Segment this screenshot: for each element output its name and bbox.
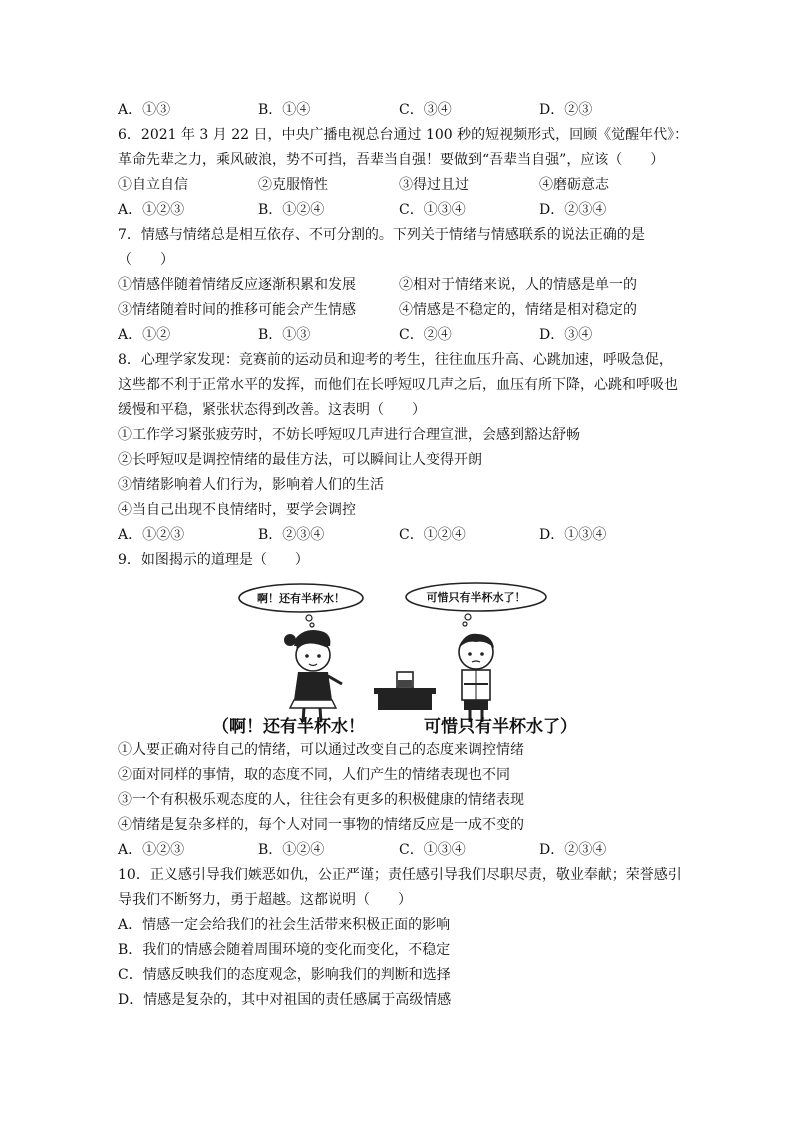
q6-statements [118, 175, 678, 195]
q7-statement-4: ④情感是不稳定的，情绪是相对稳定的 [399, 302, 637, 318]
q7-statements-row-1 [118, 275, 678, 295]
q7-option-d[interactable]: D．③④ [539, 327, 593, 343]
q5-option-d[interactable]: D．②③ [539, 102, 593, 118]
q7-option-c[interactable]: C．②④ [399, 327, 452, 343]
q10-stem-line-1: 10．正义感引导我们嫉恶如仇，公正严谨；责任感引导我们尽职尽责，敬业奉献；荣誉感引 [118, 867, 682, 883]
q5-options [118, 100, 678, 120]
caption-right: 可惜只有半杯水了） [424, 717, 577, 735]
caption-left: （啊！还有半杯水！ [212, 717, 365, 735]
q9-statement-4: ④情绪是复杂多样的，每个人对同一事物的情绪反应是一成不变的 [118, 817, 524, 833]
cartoon-illustration [206, 580, 598, 735]
q8-option-a[interactable]: A．①②③ [118, 527, 185, 543]
q8-statement-4: ④当自己出现不良情绪时，要学会调控 [118, 502, 356, 518]
q9-options [118, 840, 678, 860]
q8-stem-line-1: 8．心理学家发现：竞赛前的运动员和迎考的考生，往往血压升高、心跳加速，呼吸急促， [118, 352, 673, 368]
q8-statement-3: ③情绪影响着人们行为，影响着人们的生活 [118, 477, 384, 493]
q6-statement-4: ④磨砺意志 [539, 177, 609, 193]
q10-option-b[interactable]: B．我们的情感会随着周围环境的变化而变化，不稳定 [118, 942, 451, 958]
q6-options [118, 200, 678, 220]
q7-statement-2: ②相对于情绪来说，人的情感是单一的 [399, 277, 637, 293]
q6-option-d[interactable]: D．②③④ [539, 202, 607, 218]
q7-statements-row-2 [118, 300, 678, 320]
q10-option-a[interactable]: A．情感一定会给我们的社会生活带来积极正面的影响 [118, 917, 451, 933]
q9-option-d[interactable]: D．②③④ [539, 842, 607, 858]
q9-statement-2: ②面对同样的事情，取的态度不同，人们产生的情绪表现也不同 [118, 767, 510, 783]
q7-option-b[interactable]: B．①③ [258, 327, 311, 343]
bubble-dot [310, 623, 314, 627]
bubble-dot [306, 615, 312, 621]
q7-statement-1: ①情感伴随着情绪反应逐渐积累和发展 [118, 277, 356, 293]
q6-option-c[interactable]: C．①③④ [399, 202, 466, 218]
q5-option-a[interactable]: A．①③ [118, 102, 171, 118]
q9-option-b[interactable]: B．①②④ [258, 842, 325, 858]
q8-option-d[interactable]: D．①③④ [539, 527, 607, 543]
q7-options [118, 325, 678, 345]
q10-stem-line-2: 导我们不断努力，勇于超越。这都说明（ ） [118, 892, 412, 908]
bubble-dot [463, 622, 467, 626]
girl-bubble-text: 啊！还有半杯水！ [257, 592, 345, 605]
q7-stem-line-2: （ ） [118, 252, 174, 268]
q8-statement-2: ②长呼短叹是调控情绪的最佳方法，可以瞬间让人变得开朗 [118, 452, 482, 468]
q8-option-b[interactable]: B．②③④ [258, 527, 325, 543]
girl-figure [284, 630, 342, 722]
q9-stem: 9．如图揭示的道理是（ ） [118, 552, 309, 568]
q6-stem-line-1: 6．2021 年 3 月 22 日，中央广播电视总台通过 100 秒的短视频形式，回顾《觉醒年代》： [118, 127, 689, 143]
q9-statement-1: ①人要正确对待自己的情绪，可以通过改变自己的态度来调控情绪 [118, 742, 524, 758]
q8-options [118, 525, 678, 545]
q8-stem-line-3: 缓慢和平稳，紧张状态得到改善。这表明（ ） [118, 402, 426, 418]
q6-statement-3: ③得过且过 [399, 177, 469, 193]
boy-figure [459, 634, 494, 722]
q10-option-c[interactable]: C．情感反映我们的态度观念，影响我们的判断和选择 [118, 967, 451, 983]
q5-option-c[interactable]: C．③④ [399, 102, 452, 118]
q9-cartoon-figure [206, 580, 598, 735]
q6-option-b[interactable]: B．①②④ [258, 202, 325, 218]
boy-bubble-text: 可惜只有半杯水了！ [426, 591, 526, 604]
q7-option-a[interactable]: A．①② [118, 327, 171, 343]
q7-statement-3: ③情绪随着时间的推移可能会产生情感 [118, 302, 356, 318]
q5-option-b[interactable]: B．①④ [258, 102, 311, 118]
bubble-dot [465, 614, 471, 620]
q6-statement-1: ①自立自信 [118, 177, 188, 193]
q9-option-a[interactable]: A．①②③ [118, 842, 185, 858]
q8-statement-1: ①工作学习紧张疲劳时，不妨长呼短叹几声进行合理宣泄，会感到豁达舒畅 [118, 427, 580, 443]
q8-option-c[interactable]: C．①②④ [399, 527, 466, 543]
q7-stem-line-1: 7．情感与情绪总是相互依存、不可分割的。下列关于情绪与情感联系的说法正确的是 [118, 227, 645, 243]
q6-option-a[interactable]: A．①②③ [118, 202, 185, 218]
q9-statement-3: ③一个有积极乐观态度的人，往往会有更多的积极健康的情绪表现 [118, 792, 524, 808]
q6-statement-2: ②克服惰性 [258, 177, 328, 193]
table-with-half-cup [374, 672, 436, 710]
q8-stem-line-2: 这些都不利于正常水平的发挥，而他们在长呼短叹几声之后，血压有所下降，心跳和呼吸也 [118, 377, 678, 393]
q6-stem-line-2: 革命先辈之力，乘风破浪，势不可挡，吾辈当自强！要做到“吾辈当自强”，应该（ ） [118, 152, 665, 168]
q10-option-d[interactable]: D．情感是复杂的，其中对祖国的责任感属于高级情感 [118, 992, 452, 1008]
q9-option-c[interactable]: C．①③④ [399, 842, 466, 858]
